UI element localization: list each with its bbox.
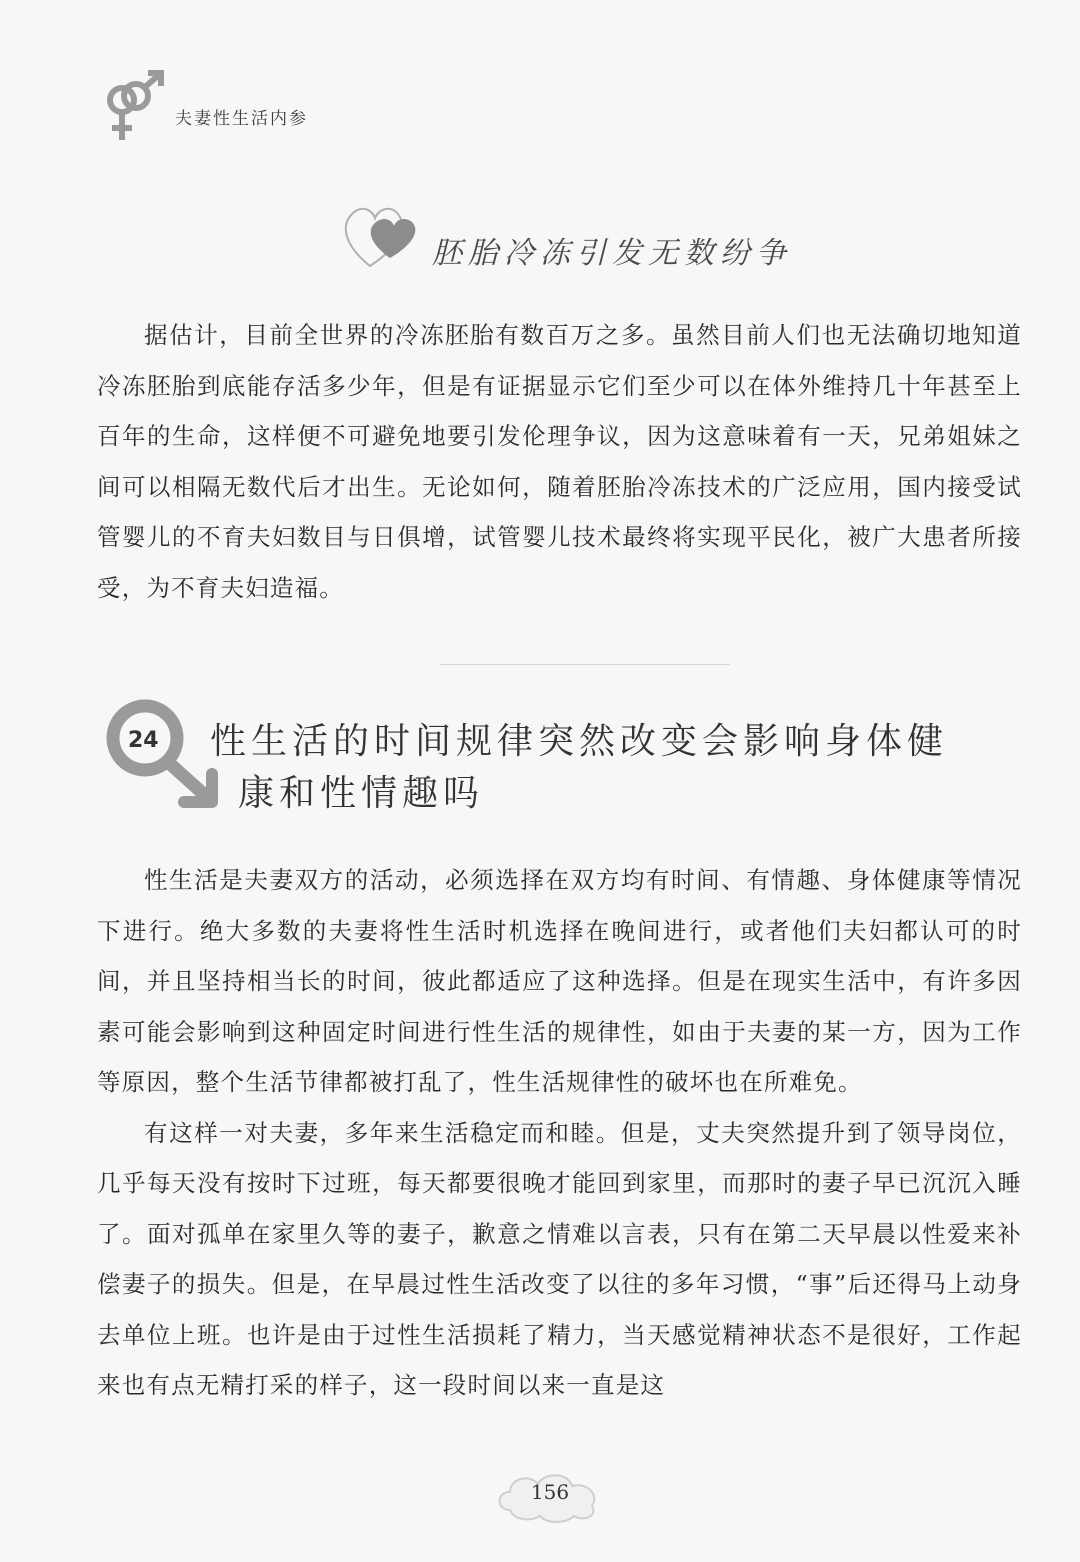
question-title-line2: 康和性情趣吗: [238, 773, 485, 814]
question-body: [97, 855, 1022, 1411]
paragraph: 有这样一对夫妻，多年来生活稳定而和睦。但是，丈夫突然提升到了领导岗位，几乎每天没有按时下过班，每天都要很晚才能回到家里，而那时的妻子早已沉沉入睡了。面对孤单在家里久等的妻子，歉意之情难以言表，只有在第二天早晨以性爱来补偿妻子的损失。但是，在早晨过性生活改变了以往的多年习惯，“事”后还得马上动身去单位上班。也许是由于过性生活损耗了精力，当天感觉精神状态不是很好，工作起来也有点无精打采的样子，这一段时间以来一直是这: [97, 1118, 1022, 1399]
section-heading: [340, 196, 840, 286]
paragraph: 据估计，目前全世界的冷冻胚胎有数百万之多。虽然目前人们也无法确切地知道冷冻胚胎到底能存活多少年，但是有证据显示它们至少可以在体外维持几十年甚至上百年的生命，这样便不可避免地要引发伦理争议，因为这意味着有一天，兄弟姐妹之间可以相隔无数代后才出生。无论如何，随着胚胎冷冻技术的广泛应用，国内接受试管婴儿的不育夫妇数目与日俱增，试管婴儿技术最终将实现平民化，被广大患者所接受，为不育夫妇造福。: [97, 321, 1022, 602]
question-heading: [100, 686, 1030, 826]
question-title-line1: 性生活的时间规律突然改变会影响身体健: [210, 721, 949, 762]
divider: [440, 664, 730, 665]
paragraph: 性生活是夫妻双方的活动，必须选择在双方均有时间、有情趣、身体健康等情况下进行。绝大多数的夫妻将性生活时机选择在晚间进行，或者他们夫妇都认可的时间，并且坚持相当长的时间，彼此都适应了这种选择。但是在现实生活中，有许多因素可能会影响到这种固定时间进行性生活的规律性，如由于夫妻的某一方，因为工作等原因，整个生活节律都被打乱了，性生活规律性的破坏也在所难免。: [97, 866, 1022, 1096]
double-heart-icon: [340, 196, 430, 276]
question-number: 24: [128, 728, 159, 753]
page-footer: [490, 1460, 610, 1530]
section-body: [97, 310, 1022, 613]
gender-symbols-icon: [100, 68, 170, 148]
page-number: 156: [530, 1480, 570, 1504]
running-title: 夫妻性生活内参: [175, 109, 308, 129]
section-title: 胚胎冷冻引发无数纷争: [432, 236, 792, 271]
question-title: [210, 716, 1030, 820]
running-header: [100, 68, 430, 148]
